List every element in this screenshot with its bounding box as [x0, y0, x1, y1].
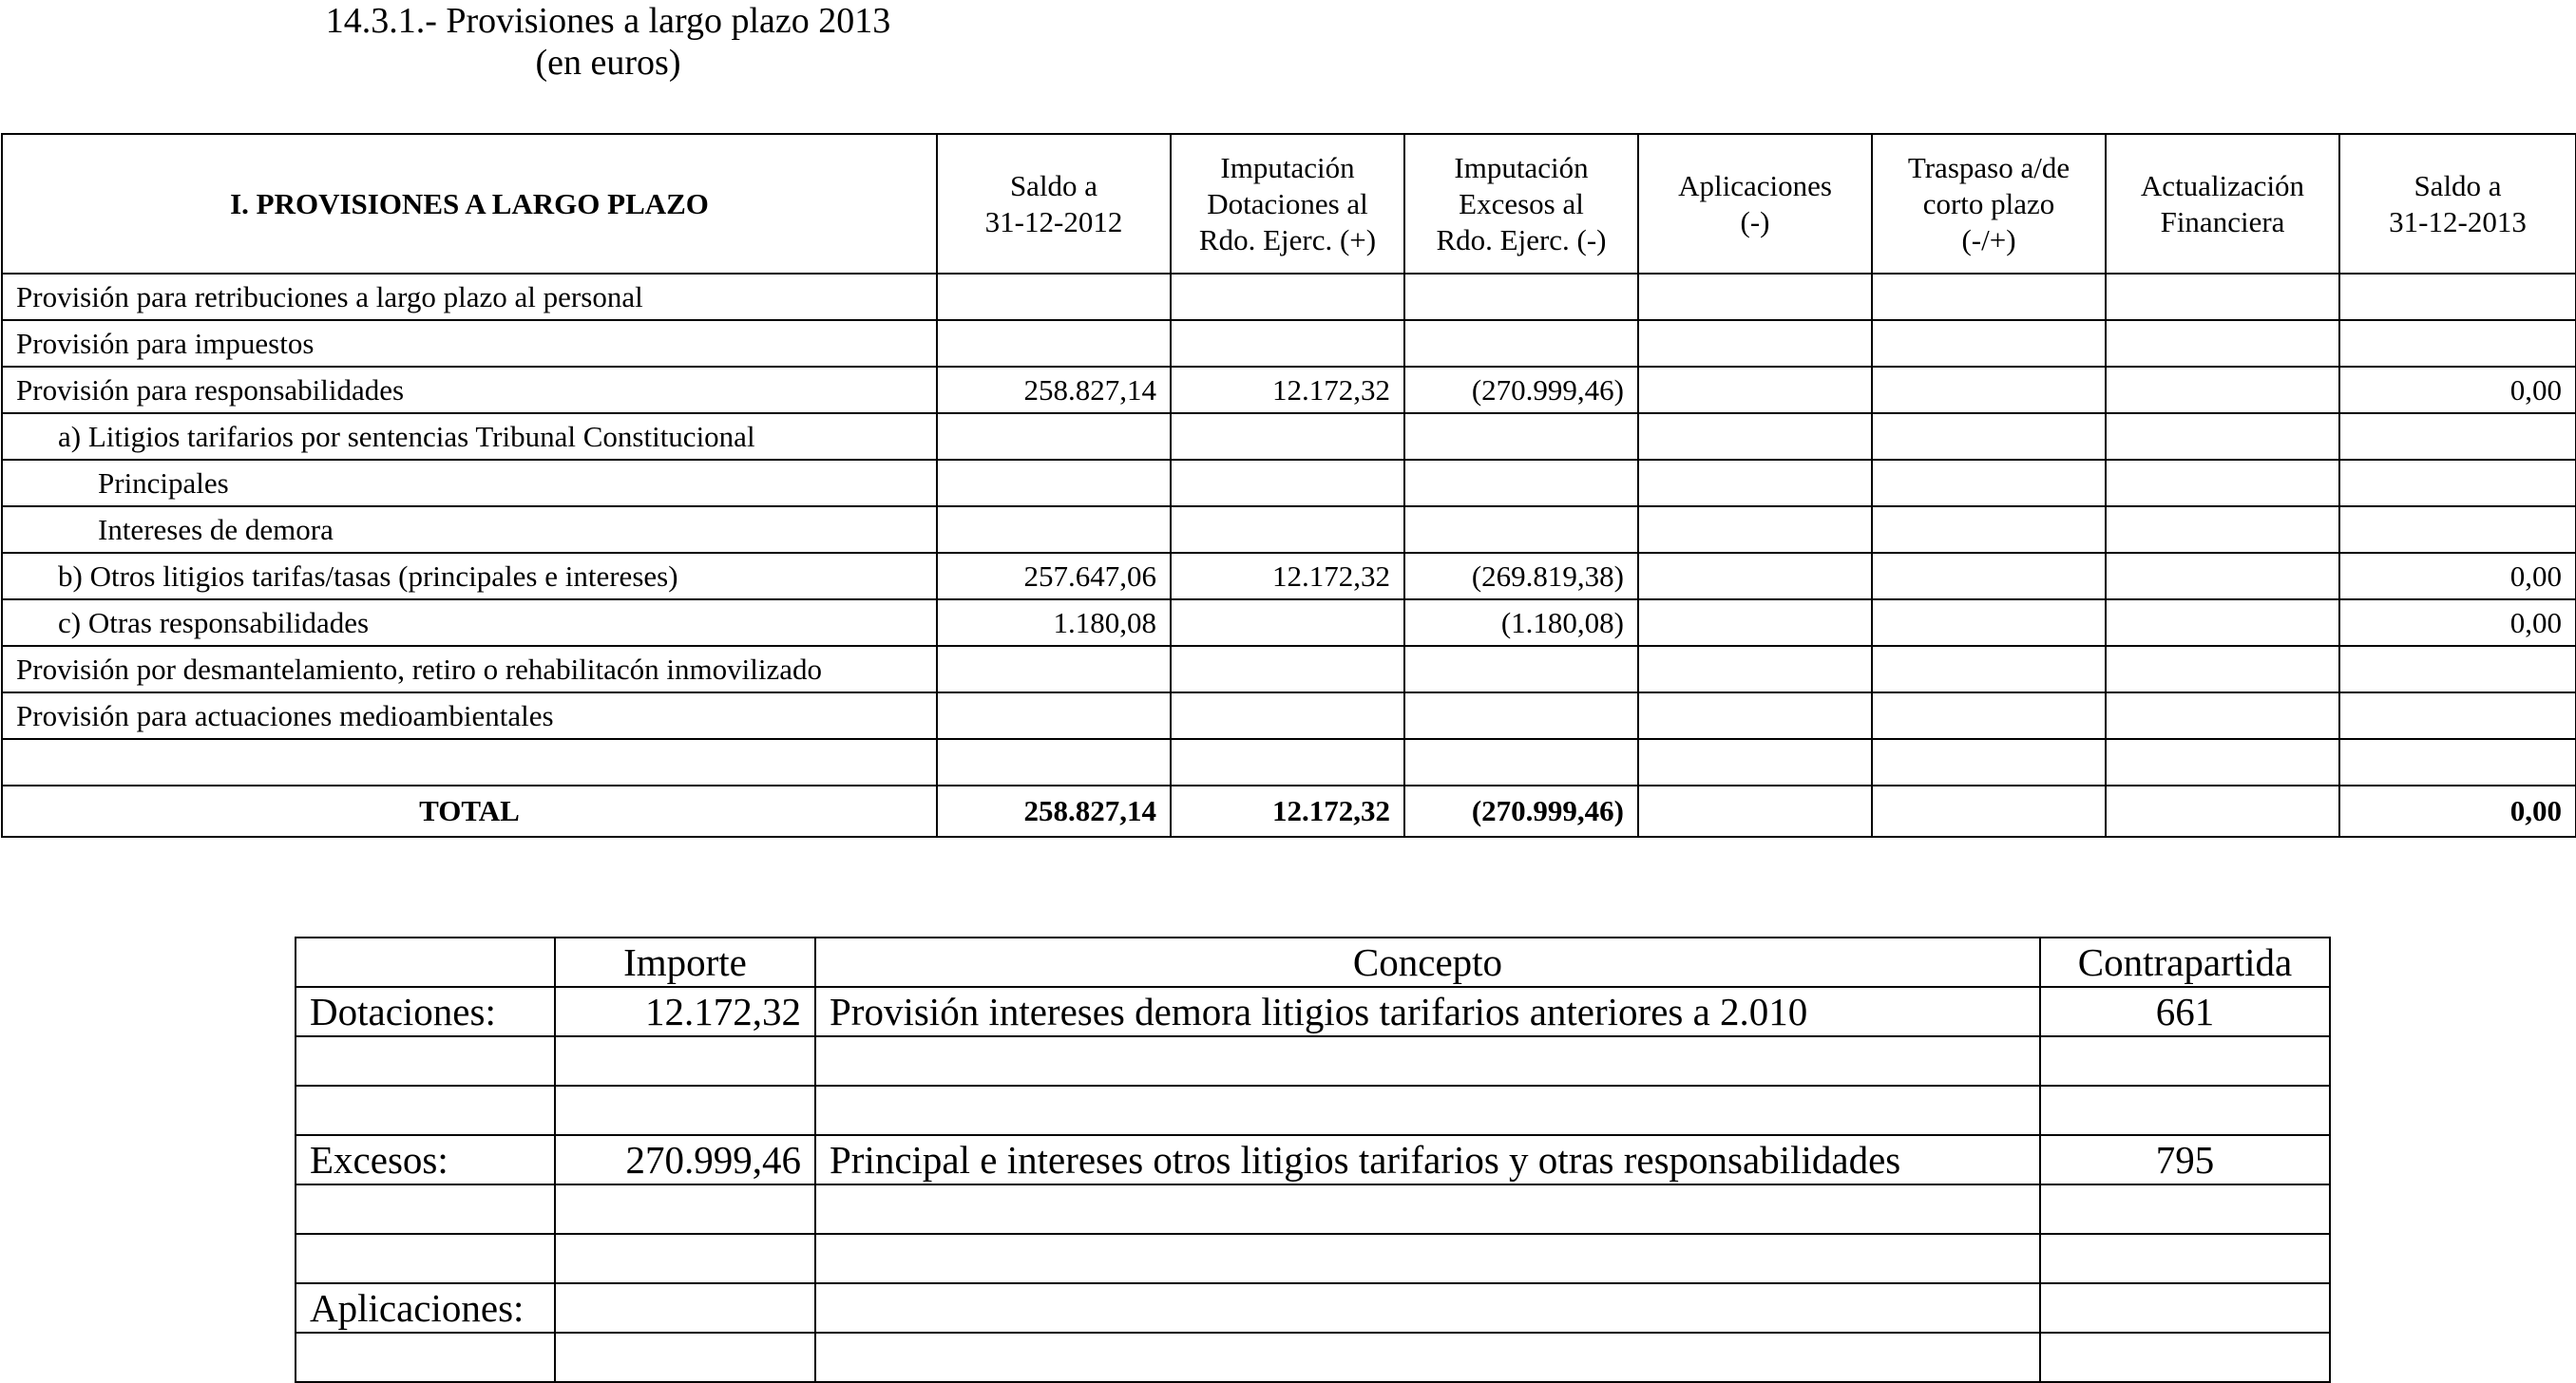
value-cell: 0,00 [2339, 599, 2576, 646]
value-cell [1638, 692, 1872, 739]
value-cell [2106, 460, 2339, 506]
value-cell [2339, 320, 2576, 367]
detail-header-concept: Concepto [815, 938, 2040, 987]
movement-type [296, 1234, 555, 1283]
value-cell [1638, 320, 1872, 367]
table-row [2, 553, 2576, 599]
detail-row [296, 1135, 2330, 1184]
value-cell: (270.999,46) [1404, 367, 1638, 413]
value-cell [1171, 646, 1404, 692]
value-cell [1872, 413, 2106, 460]
value-cell: (269.819,38) [1404, 553, 1638, 599]
total-value-cell [1638, 786, 1872, 837]
value-cell [1638, 739, 1872, 786]
value-cell: 257.647,06 [937, 553, 1171, 599]
title-line-1: 14.3.1.- Provisiones a largo plazo 2013 [325, 1, 891, 41]
value-cell [1638, 599, 1872, 646]
value-cell [1638, 646, 1872, 692]
detail-row [296, 1184, 2330, 1234]
movement-counterpart [2040, 1234, 2330, 1283]
row-label: Provisión para retribuciones a largo plazo al personal [2, 274, 937, 320]
movement-type: Aplicaciones: [296, 1283, 555, 1333]
header-balance-2012: Saldo a 31-12-2012 [937, 134, 1171, 274]
value-cell [1638, 553, 1872, 599]
provisions-header-row [2, 134, 2576, 274]
row-label: Provisión por desmantelamiento, retiro o rehabilitacón inmovilizado [2, 646, 937, 692]
table-row [2, 413, 2576, 460]
row-label: Intereses de demora [2, 506, 937, 553]
total-value-cell: 12.172,32 [1171, 786, 1404, 837]
value-cell [1404, 413, 1638, 460]
table-row [2, 460, 2576, 506]
movement-type [296, 1184, 555, 1234]
value-cell [937, 460, 1171, 506]
value-cell: 12.172,32 [1171, 367, 1404, 413]
title-line-2: (en euros) [535, 43, 681, 83]
value-cell [2339, 274, 2576, 320]
value-cell: (1.180,08) [1404, 599, 1638, 646]
movement-amount [555, 1086, 815, 1135]
movement-concept [815, 1333, 2040, 1382]
value-cell [1872, 739, 2106, 786]
value-cell [2106, 692, 2339, 739]
detail-header-amount: Importe [555, 938, 815, 987]
detail-row [296, 1086, 2330, 1135]
movement-type: Dotaciones: [296, 987, 555, 1036]
table-row [2, 320, 2576, 367]
value-cell [2106, 367, 2339, 413]
value-cell [1872, 367, 2106, 413]
movements-detail-table [295, 937, 2331, 1383]
movement-counterpart [2040, 1333, 2330, 1382]
movement-amount [555, 1234, 815, 1283]
header-allocations: Imputación Dotaciones al Rdo. Ejerc. (+) [1171, 134, 1404, 274]
movement-counterpart [2040, 1086, 2330, 1135]
value-cell [1404, 692, 1638, 739]
value-cell [1171, 506, 1404, 553]
value-cell [2339, 506, 2576, 553]
total-value-cell [2106, 786, 2339, 837]
detail-row [296, 1036, 2330, 1086]
movement-concept [815, 1036, 2040, 1086]
total-value-cell: 0,00 [2339, 786, 2576, 837]
value-cell [1872, 320, 2106, 367]
movement-counterpart [2040, 1036, 2330, 1086]
value-cell [2339, 739, 2576, 786]
movement-concept [815, 1283, 2040, 1333]
value-cell [2106, 506, 2339, 553]
value-cell [2339, 646, 2576, 692]
movement-type: Excesos: [296, 1135, 555, 1184]
movement-concept [815, 1086, 2040, 1135]
movement-amount: 270.999,46 [555, 1135, 815, 1184]
value-cell [1638, 367, 1872, 413]
value-cell [1638, 460, 1872, 506]
row-label: a) Litigios tarifarios por sentencias Tribunal Constitucional [2, 413, 937, 460]
movement-type [296, 1333, 555, 1382]
total-value-cell: (270.999,46) [1404, 786, 1638, 837]
value-cell [1872, 506, 2106, 553]
value-cell [1171, 320, 1404, 367]
value-cell [1638, 506, 1872, 553]
total-label: TOTAL [2, 786, 937, 837]
header-concept: I. PROVISIONES A LARGO PLAZO [2, 134, 937, 274]
value-cell [1171, 692, 1404, 739]
movement-counterpart [2040, 1184, 2330, 1234]
header-transfer: Traspaso a/de corto plazo (-/+) [1872, 134, 2106, 274]
value-cell: 1.180,08 [937, 599, 1171, 646]
header-applications: Aplicaciones (-) [1638, 134, 1872, 274]
value-cell [1872, 553, 2106, 599]
movement-concept [815, 1234, 2040, 1283]
value-cell [2106, 274, 2339, 320]
value-cell [1171, 413, 1404, 460]
value-cell: 12.172,32 [1171, 553, 1404, 599]
table-row [2, 739, 2576, 786]
value-cell [937, 692, 1171, 739]
movement-type [296, 1086, 555, 1135]
value-cell [1404, 739, 1638, 786]
value-cell [937, 274, 1171, 320]
detail-row [296, 987, 2330, 1036]
value-cell [1404, 506, 1638, 553]
value-cell [2106, 320, 2339, 367]
value-cell [1638, 413, 1872, 460]
value-cell: 258.827,14 [937, 367, 1171, 413]
detail-header-row [296, 938, 2330, 987]
movement-type [296, 1036, 555, 1086]
total-row [2, 786, 2576, 837]
value-cell [1171, 599, 1404, 646]
detail-row [296, 1283, 2330, 1333]
document-title [266, 0, 950, 84]
value-cell [2339, 413, 2576, 460]
value-cell [2106, 739, 2339, 786]
value-cell [1872, 692, 2106, 739]
row-label: Principales [2, 460, 937, 506]
movement-amount [555, 1333, 815, 1382]
value-cell: 0,00 [2339, 553, 2576, 599]
value-cell [1171, 739, 1404, 786]
value-cell [2106, 599, 2339, 646]
detail-row [296, 1333, 2330, 1382]
value-cell [1872, 274, 2106, 320]
value-cell [937, 320, 1171, 367]
detail-header-type [296, 938, 555, 987]
movement-counterpart: 661 [2040, 987, 2330, 1036]
value-cell [1404, 274, 1638, 320]
table-row [2, 367, 2576, 413]
value-cell [1404, 646, 1638, 692]
header-balance-2013: Saldo a 31-12-2013 [2339, 134, 2576, 274]
movement-counterpart [2040, 1283, 2330, 1333]
table-row [2, 506, 2576, 553]
value-cell [1404, 460, 1638, 506]
value-cell [937, 413, 1171, 460]
value-cell [2339, 460, 2576, 506]
row-label [2, 739, 937, 786]
row-label: Provisión para actuaciones medioambientales [2, 692, 937, 739]
value-cell [1872, 599, 2106, 646]
header-excess: Imputación Excesos al Rdo. Ejerc. (-) [1404, 134, 1638, 274]
movement-amount [555, 1184, 815, 1234]
table-row [2, 599, 2576, 646]
movement-concept [815, 1184, 2040, 1234]
value-cell [2106, 646, 2339, 692]
header-financial-update: Actualización Financiera [2106, 134, 2339, 274]
detail-header-counterpart: Contrapartida [2040, 938, 2330, 987]
table-row [2, 274, 2576, 320]
movement-concept: Provisión intereses demora litigios tarifarios anteriores a 2.010 [815, 987, 2040, 1036]
value-cell [1171, 460, 1404, 506]
row-label: b) Otros litigios tarifas/tasas (principales e intereses) [2, 553, 937, 599]
row-label: c) Otras responsabilidades [2, 599, 937, 646]
value-cell [2339, 692, 2576, 739]
total-value-cell: 258.827,14 [937, 786, 1171, 837]
table-row [2, 692, 2576, 739]
value-cell [1872, 460, 2106, 506]
value-cell [937, 739, 1171, 786]
value-cell [1171, 274, 1404, 320]
value-cell [1872, 646, 2106, 692]
detail-row [296, 1234, 2330, 1283]
value-cell [937, 646, 1171, 692]
table-row [2, 646, 2576, 692]
movement-amount [555, 1283, 815, 1333]
movement-counterpart: 795 [2040, 1135, 2330, 1184]
movement-amount [555, 1036, 815, 1086]
row-label: Provisión para responsabilidades [2, 367, 937, 413]
value-cell [1638, 274, 1872, 320]
value-cell [1404, 320, 1638, 367]
movement-concept: Principal e intereses otros litigios tarifarios y otras responsabilidades [815, 1135, 2040, 1184]
movement-amount: 12.172,32 [555, 987, 815, 1036]
value-cell [2106, 553, 2339, 599]
row-label: Provisión para impuestos [2, 320, 937, 367]
value-cell: 0,00 [2339, 367, 2576, 413]
value-cell [2106, 413, 2339, 460]
value-cell [937, 506, 1171, 553]
provisions-table [1, 133, 2576, 838]
total-value-cell [1872, 786, 2106, 837]
